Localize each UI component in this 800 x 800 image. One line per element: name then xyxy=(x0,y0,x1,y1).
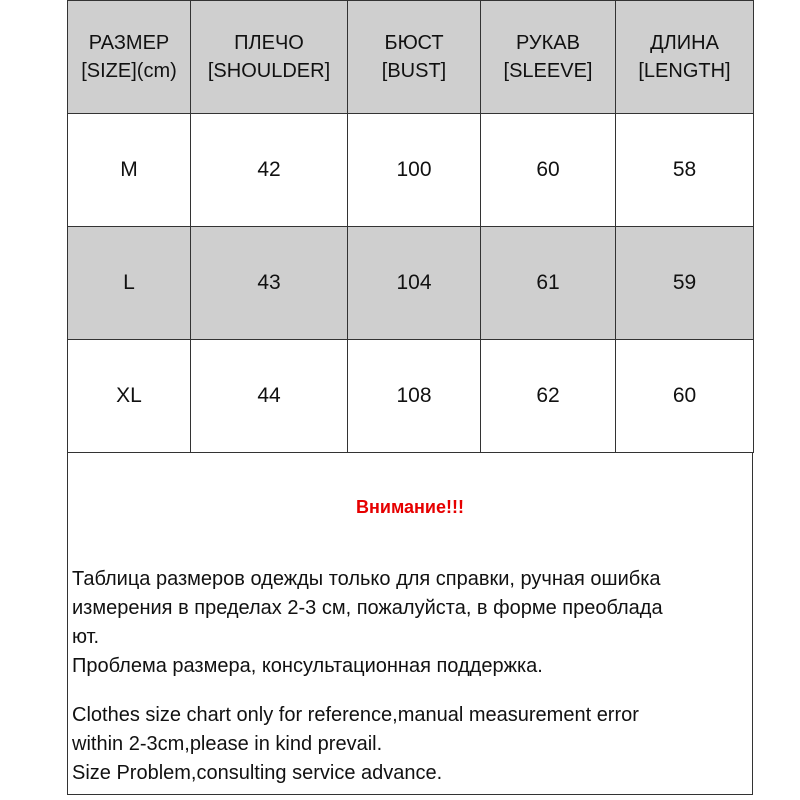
header-length: ДЛИНА [LENGTH] xyxy=(616,1,754,114)
notice-line: ют. xyxy=(72,626,100,648)
cell-bust: 104 xyxy=(348,227,481,340)
cell-length: 59 xyxy=(616,227,754,340)
attention-heading: Внимание!!! xyxy=(356,497,464,517)
cell-bust: 108 xyxy=(348,340,481,453)
cell-shoulder: 42 xyxy=(191,114,348,227)
header-shoulder: ПЛЕЧО [SHOULDER] xyxy=(191,1,348,114)
cell-length: 58 xyxy=(616,114,754,227)
header-sleeve: РУКАВ [SLEEVE] xyxy=(481,1,616,114)
cell-size: M xyxy=(68,114,191,227)
cell-sleeve: 62 xyxy=(481,340,616,453)
cell-size: XL xyxy=(68,340,191,453)
table-row xyxy=(68,340,754,453)
cell-length: 60 xyxy=(616,340,754,453)
header-size: РАЗМЕР [SIZE](cm) xyxy=(68,1,191,114)
cell-shoulder: 44 xyxy=(191,340,348,453)
cell-bust: 100 xyxy=(348,114,481,227)
table-row xyxy=(68,114,754,227)
notice-russian xyxy=(72,565,748,681)
cell-sleeve: 61 xyxy=(481,227,616,340)
notice-line: within 2-3cm,please in kind prevail. xyxy=(72,733,383,755)
notice-line: Проблема размера, консультационная поддержка. xyxy=(72,655,543,677)
header-bust: БЮСТ [BUST] xyxy=(348,1,481,114)
table-header-row xyxy=(68,1,754,114)
cell-sleeve: 60 xyxy=(481,114,616,227)
notice-line: Size Problem,consulting service advance. xyxy=(72,762,443,784)
notice-section xyxy=(68,451,752,794)
notice-line: Таблица размеров одежды только для справки, ручная ошибка xyxy=(72,568,661,590)
notice-english xyxy=(72,701,748,788)
cell-size: L xyxy=(68,227,191,340)
table-row xyxy=(68,227,754,340)
size-table xyxy=(67,0,754,453)
notice-line: измерения в пределах 2-3 см, пожалуйста, в форме преоблада xyxy=(72,597,663,619)
notice-line: Clothes size chart only for reference,manual measurement error xyxy=(72,704,639,726)
cell-shoulder: 43 xyxy=(191,227,348,340)
